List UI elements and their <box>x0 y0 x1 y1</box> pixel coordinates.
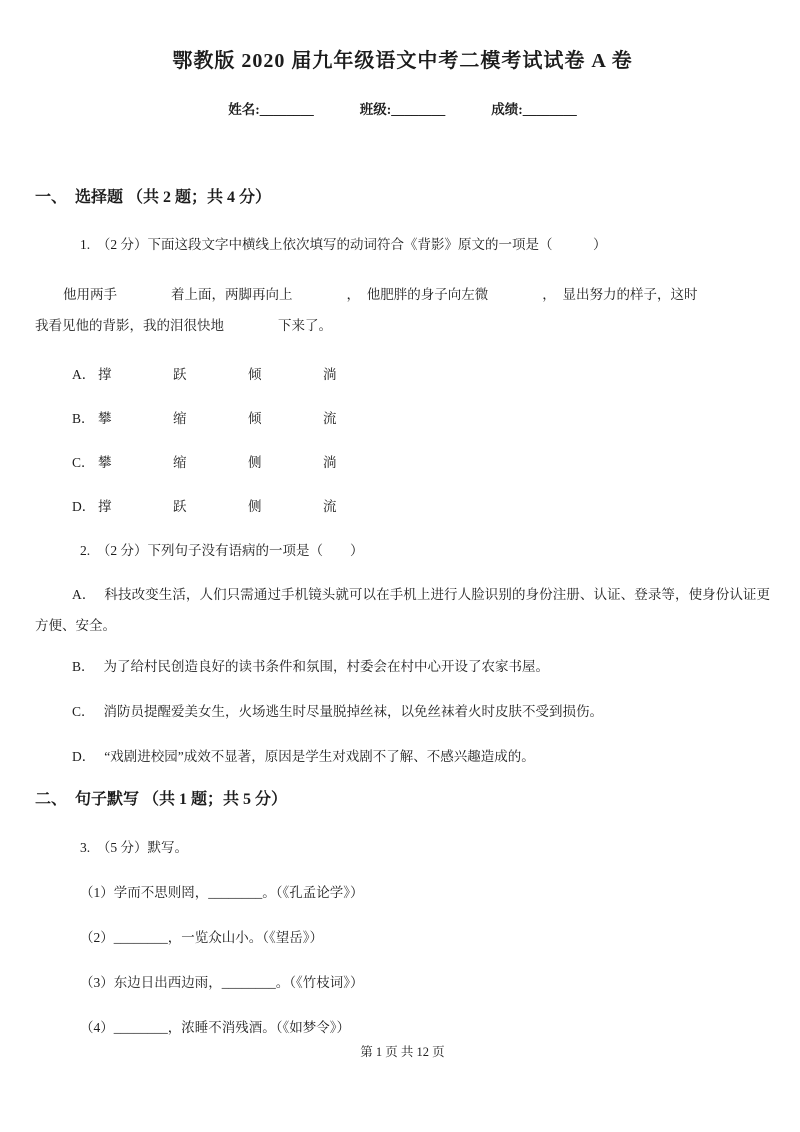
question-2-option-c <box>35 702 770 722</box>
option-text: “戏剧进校园”成效不显著，原因是学生对戏剧不了解、不感兴趣造成的。 <box>104 749 535 764</box>
option-letter: D． <box>72 749 96 764</box>
question-1-option-c <box>72 453 770 473</box>
question-2-stem: 2. （2 分）下列句子没有语病的一项是（ ） <box>80 543 364 558</box>
option-word: 缩 <box>173 411 187 426</box>
option-text: 为了给村民创造良好的读书条件和氛围，村委会在村中心开设了农家书屋。 <box>103 659 550 674</box>
dictation-item-1: （1）学而不思则罔，________。（《孔孟论学》） <box>80 885 364 900</box>
question-1-option-b <box>72 409 770 429</box>
question-2-option-a <box>35 579 770 641</box>
passage-line: 我看见他的背影，我的泪很快地 下来了。 <box>35 318 332 333</box>
question-1-option-d <box>72 497 770 517</box>
class-label: 班级: <box>359 102 392 117</box>
class-field <box>360 100 446 119</box>
name-field <box>228 100 314 119</box>
dictation-item-2: （2）________，一览众山小。（《望岳》） <box>80 930 323 945</box>
option-letter: D． <box>72 499 96 514</box>
option-word: 侧 <box>248 455 262 470</box>
option-word: 侧 <box>248 499 262 514</box>
option-word: 攀 <box>98 455 112 470</box>
student-info-row <box>35 100 770 119</box>
option-word: 淌 <box>323 367 337 382</box>
option-word: 攀 <box>98 411 112 426</box>
option-word: 流 <box>323 499 337 514</box>
page-footer: 第 1 页 共 12 页 <box>360 1045 445 1059</box>
dictation-item-4: （4）________，浓睡不消残酒。（《如梦令》） <box>80 1020 350 1035</box>
class-blank: ________ <box>391 102 446 117</box>
option-word: 跃 <box>173 499 187 514</box>
question-2-option-b <box>35 657 770 677</box>
option-word: 跃 <box>173 367 187 382</box>
option-letter: B． <box>72 659 95 674</box>
option-word: 撑 <box>98 499 112 514</box>
question-1-option-a <box>72 365 770 385</box>
option-letter: C． <box>72 704 95 719</box>
option-word: 淌 <box>323 455 337 470</box>
question-1-stem: 1. （2 分）下面这段文字中横线上依次填写的动词符合《背影》原文的一项是（ ） <box>80 237 607 252</box>
option-letter: A． <box>72 367 96 382</box>
name-label: 姓名: <box>228 102 260 117</box>
score-blank: ________ <box>522 102 577 117</box>
option-letter: A． <box>72 587 96 602</box>
section-1-heading: 一、 选择题 （共 2 题；共 4 分） <box>35 189 272 206</box>
option-word: 倾 <box>248 367 262 382</box>
question-1-passage <box>35 279 770 341</box>
option-word: 撑 <box>98 367 112 382</box>
option-word: 流 <box>323 411 337 426</box>
score-field <box>491 100 577 119</box>
question-2-option-d <box>35 747 770 767</box>
option-text: 科技改变生活，人们只需通过手机镜头就可以在手机上进行人脸识别的身份注册、认证、登录等，使身份认证更方便、安全。 <box>35 587 771 633</box>
option-letter: C． <box>72 455 95 470</box>
score-label: 成绩: <box>491 102 523 117</box>
question-3-stem: 3. （5 分）默写。 <box>80 840 188 855</box>
dictation-item-3: （3）东边日出西边雨，________。（《竹枝词》） <box>80 975 364 990</box>
name-blank: ________ <box>259 102 314 117</box>
option-letter: B． <box>72 411 95 426</box>
option-word: 缩 <box>173 455 187 470</box>
page-title: 鄂教版 2020 届九年级语文中考二模考试试卷 A 卷 <box>172 50 633 72</box>
option-text: 消防员提醒爱美女生，火场逃生时尽量脱掉丝袜，以免丝袜着火时皮肤不受到损伤。 <box>103 704 604 719</box>
option-word: 倾 <box>248 411 262 426</box>
passage-line: 他用两手 着上面，两脚再向上 ， 他肥胖的身子向左微 ， 显出努力的样子，这时 <box>63 287 698 302</box>
section-2-heading: 二、 句子默写 （共 1 题；共 5 分） <box>35 791 288 808</box>
